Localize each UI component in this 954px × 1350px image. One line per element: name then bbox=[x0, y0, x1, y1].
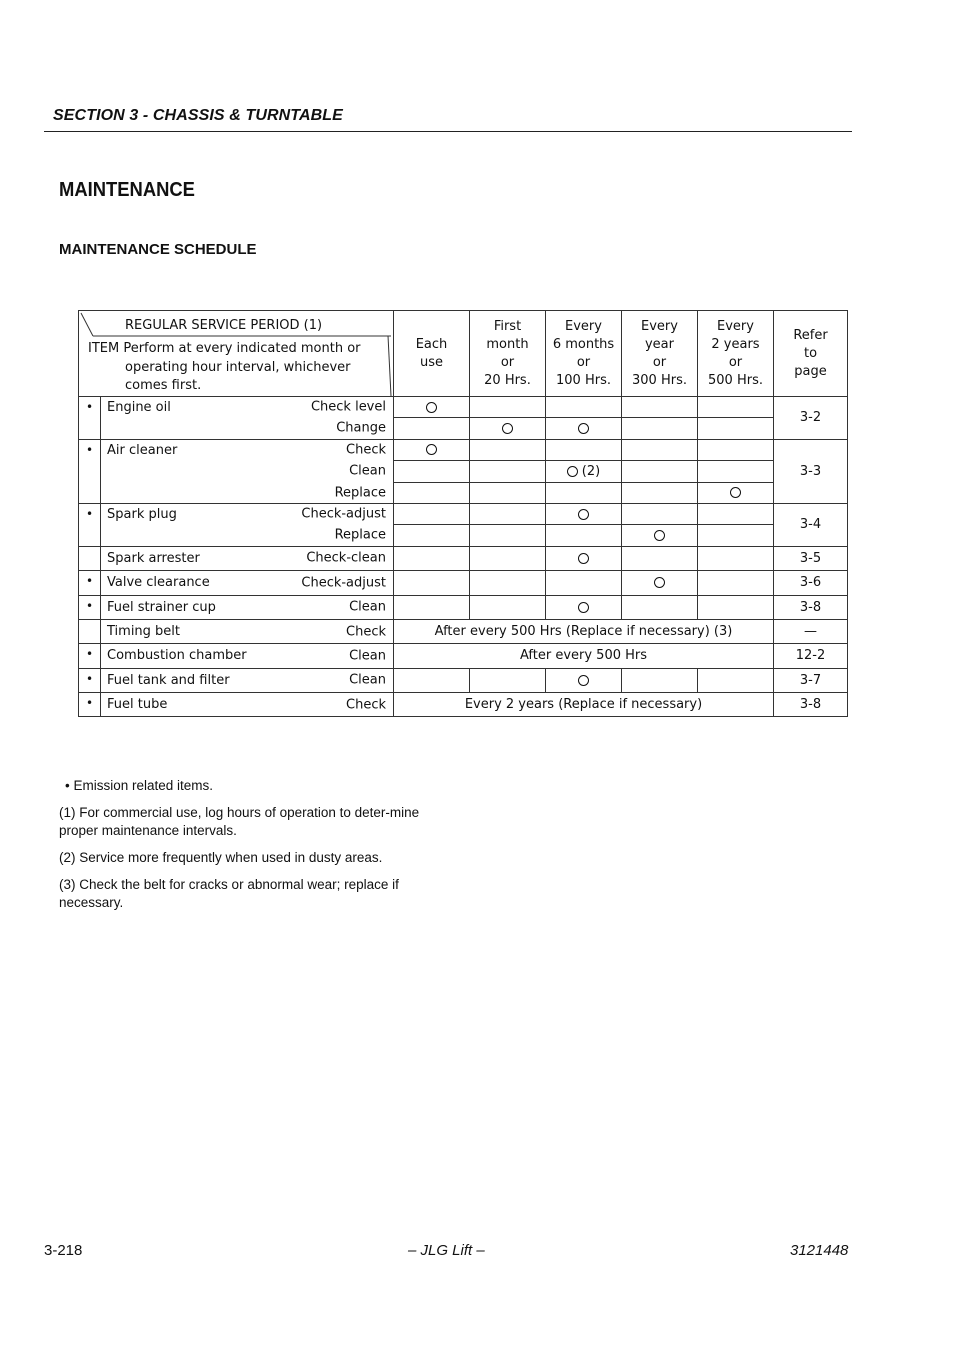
item-name: Fuel strainer cup bbox=[107, 599, 216, 615]
refer-page-cell: 3-5 bbox=[774, 546, 848, 570]
period-mark-cell bbox=[698, 571, 774, 595]
period-mark-cell bbox=[546, 546, 622, 570]
period-mark-cell bbox=[698, 397, 774, 418]
header-item-line3: comes first. bbox=[125, 378, 202, 393]
emission-bullet-cell: • bbox=[79, 571, 101, 595]
emission-note: • Emission related items. bbox=[65, 778, 214, 793]
column-header: Every 6 months or 100 Hrs. bbox=[546, 311, 622, 397]
header-item-line1: ITEM Perform at every indicated month or bbox=[88, 341, 361, 356]
emission-bullet-cell: • bbox=[79, 397, 101, 440]
period-mark-cell bbox=[698, 461, 774, 482]
item-action: Check bbox=[346, 697, 386, 713]
service-circle-icon bbox=[730, 487, 741, 498]
item-action: Replace bbox=[334, 485, 386, 500]
period-mark-cell bbox=[698, 418, 774, 439]
period-mark-cell bbox=[698, 668, 774, 692]
emission-bullet-cell: • bbox=[79, 693, 101, 717]
period-mark-cell bbox=[622, 525, 698, 546]
table-row bbox=[79, 418, 848, 439]
page-number: 3-218 bbox=[44, 1242, 83, 1259]
column-header: First month or 20 Hrs. bbox=[470, 311, 546, 397]
item-name: Valve clearance bbox=[107, 575, 210, 591]
period-mark-cell bbox=[470, 503, 546, 524]
period-mark-cell bbox=[546, 595, 622, 619]
table-row bbox=[79, 439, 848, 460]
emission-bullet-cell: • bbox=[79, 439, 101, 503]
table-row bbox=[79, 482, 848, 503]
service-circle-icon bbox=[578, 602, 589, 613]
item-action-cell bbox=[101, 668, 394, 692]
period-mark-cell bbox=[394, 482, 470, 503]
period-mark-cell bbox=[546, 461, 622, 482]
refer-page-cell: 3-2 bbox=[774, 397, 848, 440]
refer-page-cell: 3-8 bbox=[774, 693, 848, 717]
document-number: 3121448 bbox=[790, 1242, 849, 1259]
service-circle-icon bbox=[654, 530, 665, 541]
item-name: Engine oil bbox=[107, 399, 171, 415]
item-name: Air cleaner bbox=[107, 442, 178, 458]
item-name: Spark plug bbox=[107, 506, 177, 522]
item-action: Check-clean bbox=[306, 550, 386, 566]
item-name: Fuel tank and filter bbox=[107, 672, 230, 688]
item-action-cell bbox=[101, 619, 394, 643]
period-mark-cell bbox=[622, 482, 698, 503]
footnotes bbox=[59, 777, 439, 921]
header-period-label: REGULAR SERVICE PERIOD (1) bbox=[125, 318, 323, 333]
footer-brand: – JLG Lift – bbox=[408, 1242, 485, 1259]
period-mark-cell bbox=[394, 503, 470, 524]
item-action: Check level bbox=[310, 399, 386, 415]
emission-bullet-cell: • bbox=[79, 668, 101, 692]
item-action-cell bbox=[101, 482, 394, 503]
refer-page-cell: 3-3 bbox=[774, 439, 848, 503]
refer-page-cell: 12-2 bbox=[774, 644, 848, 668]
period-mark-cell bbox=[546, 525, 622, 546]
subheading: MAINTENANCE SCHEDULE bbox=[59, 241, 257, 258]
footnote-3: (3) Check the belt for cracks or abnormal wear; replace if necessary. bbox=[59, 877, 399, 910]
item-action-cell bbox=[101, 546, 394, 570]
item-action: Change bbox=[336, 420, 386, 436]
period-mark-cell bbox=[470, 595, 546, 619]
period-mark-cell bbox=[546, 571, 622, 595]
emission-bullet-cell: • bbox=[79, 595, 101, 619]
period-mark-cell bbox=[622, 418, 698, 439]
period-mark-cell bbox=[394, 397, 470, 418]
period-mark-cell bbox=[546, 668, 622, 692]
period-mark-cell bbox=[470, 397, 546, 418]
service-circle-icon bbox=[567, 466, 578, 477]
period-mark-cell bbox=[622, 571, 698, 595]
interval-span-cell: After every 500 Hrs bbox=[394, 644, 774, 668]
item-action: Clean bbox=[349, 648, 386, 664]
item-action-cell bbox=[101, 644, 394, 668]
item-action: Replace bbox=[334, 527, 386, 543]
period-mark-cell bbox=[698, 482, 774, 503]
column-header: Every 2 years or 500 Hrs. bbox=[698, 311, 774, 397]
interval-span-cell: After every 500 Hrs (Replace if necessary) (3) bbox=[394, 619, 774, 643]
item-action: Check bbox=[346, 624, 386, 640]
table-row bbox=[79, 525, 848, 546]
column-header: Each use bbox=[394, 311, 470, 397]
period-mark-cell bbox=[622, 397, 698, 418]
period-mark-cell bbox=[546, 503, 622, 524]
refer-page-cell: 3-6 bbox=[774, 571, 848, 595]
table-row bbox=[79, 644, 848, 668]
service-circle-icon bbox=[502, 423, 513, 434]
period-mark-cell bbox=[394, 668, 470, 692]
item-action-cell bbox=[101, 571, 394, 595]
item-action: Check-adjust bbox=[301, 506, 386, 522]
column-header: Every year or 300 Hrs. bbox=[622, 311, 698, 397]
period-mark-cell bbox=[394, 525, 470, 546]
item-name: Fuel tube bbox=[107, 697, 168, 713]
item-action: Check bbox=[346, 442, 386, 458]
item-action-cell bbox=[101, 439, 394, 460]
period-mark-cell bbox=[470, 525, 546, 546]
period-mark-cell bbox=[470, 668, 546, 692]
emission-bullet-cell: • bbox=[79, 503, 101, 546]
item-action-cell bbox=[101, 525, 394, 546]
period-mark-cell bbox=[394, 461, 470, 482]
table-row bbox=[79, 693, 848, 717]
period-mark-cell bbox=[394, 546, 470, 570]
refer-page-cell: 3-8 bbox=[774, 595, 848, 619]
item-action: Check-adjust bbox=[301, 575, 386, 591]
section-title: SECTION 3 - CHASSIS & TURNTABLE bbox=[53, 107, 343, 124]
service-circle-icon bbox=[578, 675, 589, 686]
period-mark-cell bbox=[394, 418, 470, 439]
period-mark-cell bbox=[470, 546, 546, 570]
item-action-cell bbox=[101, 595, 394, 619]
period-mark-cell bbox=[546, 482, 622, 503]
period-mark-cell bbox=[394, 595, 470, 619]
item-name: Spark arrester bbox=[107, 550, 200, 566]
period-mark-cell bbox=[470, 571, 546, 595]
service-circle-icon bbox=[426, 444, 437, 455]
item-action: Clean bbox=[349, 672, 386, 688]
item-action-cell bbox=[101, 397, 394, 418]
footnote-2: (2) Service more frequently when used in dusty areas. bbox=[59, 850, 383, 865]
refer-page-cell: — bbox=[774, 619, 848, 643]
table-row bbox=[79, 668, 848, 692]
item-action-cell bbox=[101, 418, 394, 439]
interval-span-cell: Every 2 years (Replace if necessary) bbox=[394, 693, 774, 717]
period-mark-cell bbox=[470, 482, 546, 503]
period-mark-cell bbox=[394, 571, 470, 595]
period-mark-cell bbox=[470, 439, 546, 460]
period-mark-cell bbox=[622, 439, 698, 460]
maintenance-schedule-table bbox=[78, 310, 848, 717]
period-mark-cell bbox=[470, 418, 546, 439]
header-item-text bbox=[88, 340, 361, 396]
header-rule bbox=[44, 131, 852, 132]
period-mark-cell bbox=[470, 461, 546, 482]
period-mark-cell bbox=[546, 439, 622, 460]
emission-bullet-cell: • bbox=[79, 644, 101, 668]
item-action-cell bbox=[101, 461, 394, 482]
period-mark-cell bbox=[546, 397, 622, 418]
item-action: Clean bbox=[349, 599, 386, 615]
footnote-1: (1) For commercial use, log hours of operation to deter-mine proper maintenance intervals. bbox=[59, 805, 420, 838]
period-mark-cell bbox=[622, 503, 698, 524]
table-row bbox=[79, 503, 848, 524]
item-action: Clean bbox=[349, 463, 386, 479]
table-row bbox=[79, 461, 848, 482]
service-circle-icon bbox=[426, 402, 437, 413]
table-row bbox=[79, 546, 848, 570]
period-mark-cell bbox=[622, 668, 698, 692]
period-mark-cell bbox=[698, 439, 774, 460]
service-circle-icon bbox=[578, 509, 589, 520]
emission-bullet-cell bbox=[79, 546, 101, 570]
schedule-body bbox=[79, 311, 848, 717]
refer-page-cell: 3-4 bbox=[774, 503, 848, 546]
period-mark-cell bbox=[698, 525, 774, 546]
period-mark-cell bbox=[622, 546, 698, 570]
header-item-cell bbox=[79, 311, 394, 397]
item-action-cell bbox=[101, 693, 394, 717]
emission-bullet-cell bbox=[79, 619, 101, 643]
service-circle-icon bbox=[654, 577, 665, 588]
service-circle-icon bbox=[578, 553, 589, 564]
period-mark-cell bbox=[394, 439, 470, 460]
page-heading: MAINTENANCE bbox=[59, 179, 195, 201]
refer-page-cell: 3-7 bbox=[774, 668, 848, 692]
circle-note: (2) bbox=[581, 463, 601, 479]
table-row bbox=[79, 619, 848, 643]
item-name: Timing belt bbox=[107, 624, 181, 640]
period-mark-cell bbox=[622, 595, 698, 619]
table-row bbox=[79, 595, 848, 619]
period-mark-cell bbox=[698, 503, 774, 524]
item-name: Combustion chamber bbox=[107, 648, 247, 664]
table-row bbox=[79, 397, 848, 418]
period-mark-cell bbox=[546, 418, 622, 439]
table-header-row bbox=[79, 311, 848, 397]
period-mark-cell bbox=[622, 461, 698, 482]
table-row bbox=[79, 571, 848, 595]
period-mark-cell bbox=[698, 546, 774, 570]
refer-column-header: Refer to page bbox=[774, 311, 848, 397]
service-circle-icon bbox=[578, 423, 589, 434]
period-mark-cell bbox=[698, 595, 774, 619]
item-action-cell bbox=[101, 503, 394, 524]
header-item-line2: operating hour interval, whichever bbox=[125, 359, 351, 375]
